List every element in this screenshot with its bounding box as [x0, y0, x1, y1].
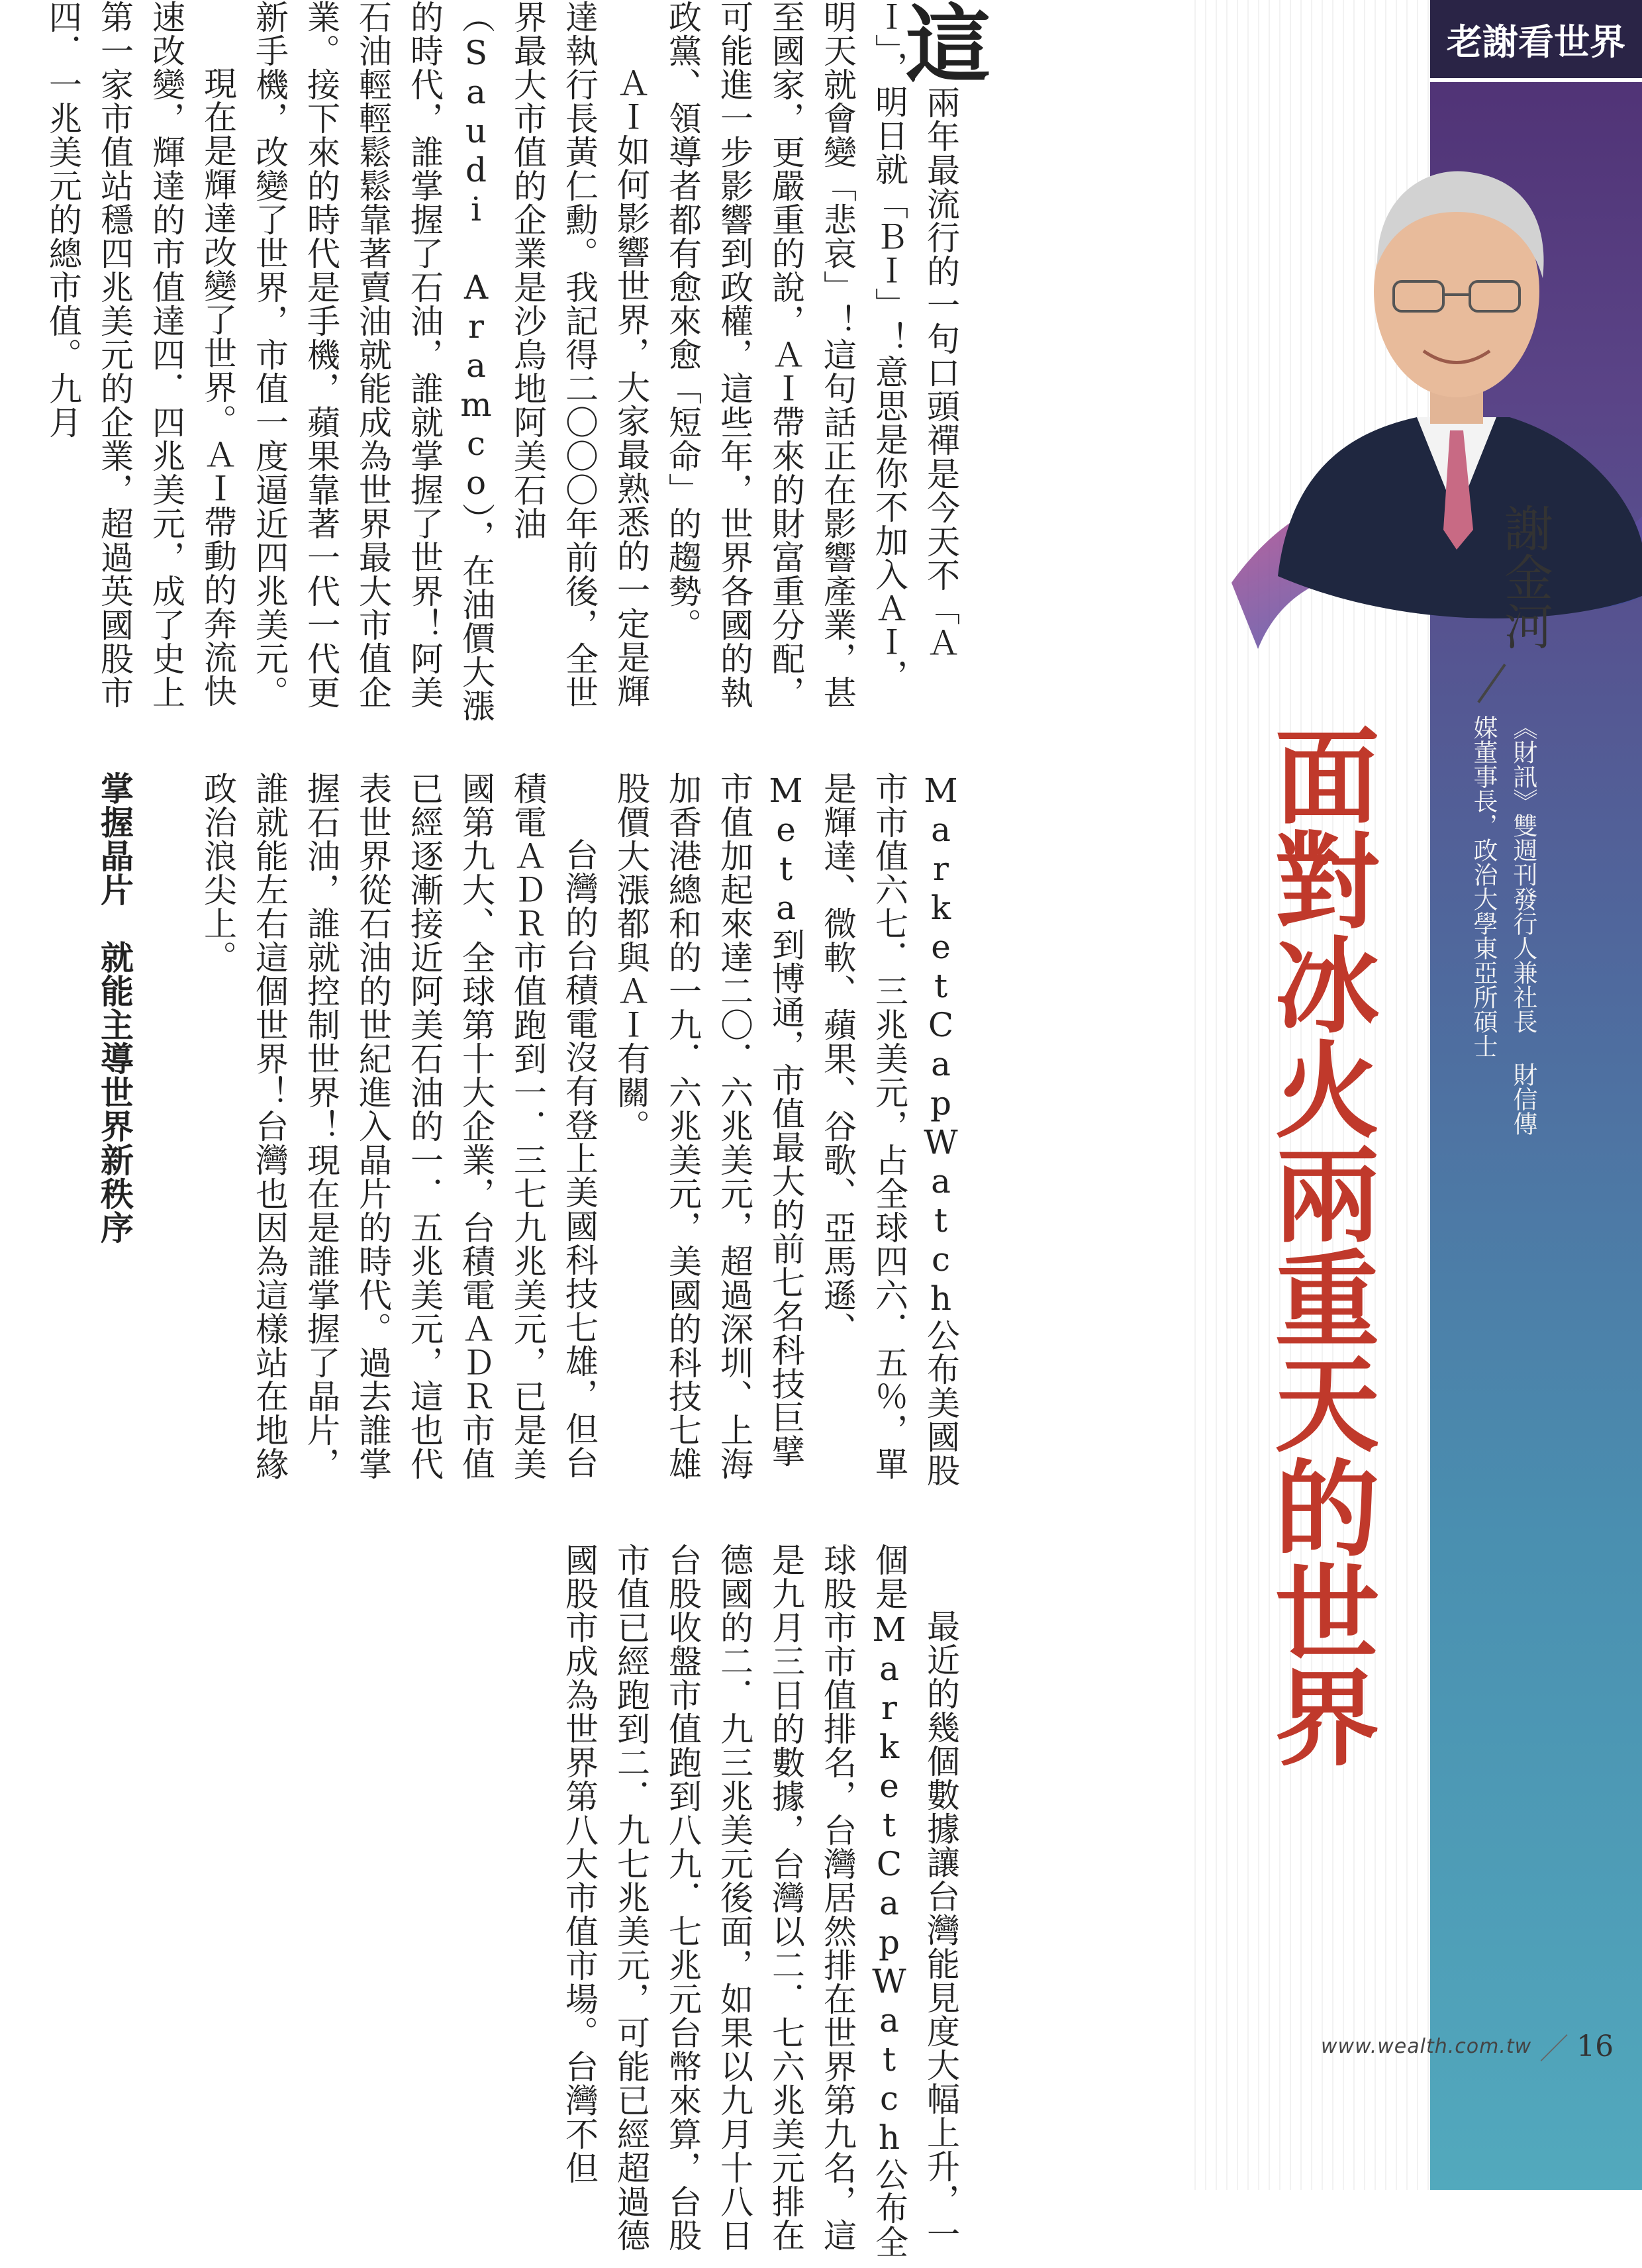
author-signature: 謝金河 — [1496, 503, 1553, 650]
page-footer — [1321, 2026, 1614, 2066]
page-number: 16 — [1576, 2029, 1614, 2063]
author-bio: 《財訊》雙週刊發行人兼社長 財信傳媒董事長，政治大學東亞所碩士 — [1469, 715, 1537, 1136]
website-url[interactable]: www.wealth.com.tw — [1321, 2034, 1532, 2058]
paragraph-5: 最近的幾個數據讓台灣能見度大幅上升，一個是MarketCapWatch公布全球股市市值排名，台灣居然排在世界第九名，這是九月三日的數據，台灣以二．七六兆美元排在德國的二．九三兆美元後面，如果以九月十八日台股收盤市值跑到八九．七兆元台幣來算，台股市值已經跑到二．九七兆美元，可能已經超過德國股市成為世界第八大市值市場。台灣不但 — [560, 1543, 960, 2259]
lead-paragraph — [657, 0, 990, 725]
article-title: 面對冰火兩重天的世界 — [1257, 722, 1380, 1768]
paragraph-4: 台灣的台積電沒有登上美國科技七雄，但台積電ＡＤＲ市值跑到一．三七九兆美元，已是美國第九大、全球第十大企業，台積電ＡＤＲ市值已經逐漸接近阿美石油的一．五兆美元，這也代表世界從石油的世紀進入晶片的時代。過去誰掌握石油，誰就控制世界！現在是誰掌握了晶片，誰就能左右這個世界！台灣也因為這樣站在地緣政治浪尖上。 — [199, 771, 599, 1481]
section-subhead: 掌握晶片 就能主導世界新秩序 — [95, 771, 134, 1244]
lead-text: 兩年最流行的一句口頭禪是今天不「ＡＩ」，明日就「ＢＩ」！意思是你不加入ＡＩ，明天就會變「悲哀」！這句話正在影響產業，甚至國家，更嚴重的說，ＡＩ帶來的財富重分配，可能進一步影響到政權，這些年，世界各國的執政黨、領導者都有愈來愈「短命」的趨勢。 — [663, 0, 960, 709]
drop-cap: 這 — [891, 0, 990, 85]
column-tag: 老謝看世界 — [1430, 0, 1642, 82]
paragraph-2: ＡＩ如何影響世界，大家最熟悉的一定是輝達執行長黃仁勳。我記得二〇〇〇年前後，全世界最大市值的企業是沙烏地阿美石油（Saudi Aramco），在油價大漲的時代，誰掌握了石油，誰就掌握了世界！阿美石油輕輕鬆鬆靠著賣油就能成為世界最大市值企業。接下來的時代是手機，蘋果靠著一代一代更新手機，改變了世界，市值一度逼近四兆美元。 — [250, 0, 650, 722]
author-portrait — [1218, 119, 1642, 702]
footer-separator: ／ — [1539, 2032, 1569, 2066]
paragraph-3: 現在是輝達改變了世界。ＡＩ帶動的奔流快速改變，輝達的市值達四．四兆美元，成了史上第一家市值站穩四兆美元的企業，超過英國股市四．一兆美元的總市值。九月MarketCapWatch公布美國股市市值六七．三兆美元，占全球四六．五％，單是輝達、微軟、蘋果、谷歌、亞馬遜、Meta到博通，市值最大的前七名科技巨擘市值加起來達二〇．六兆美元，超過深圳、上海加香港總和的一九．六兆美元，美國的科技七雄股價大漲都與ＡＩ有關。 — [44, 0, 960, 1487]
